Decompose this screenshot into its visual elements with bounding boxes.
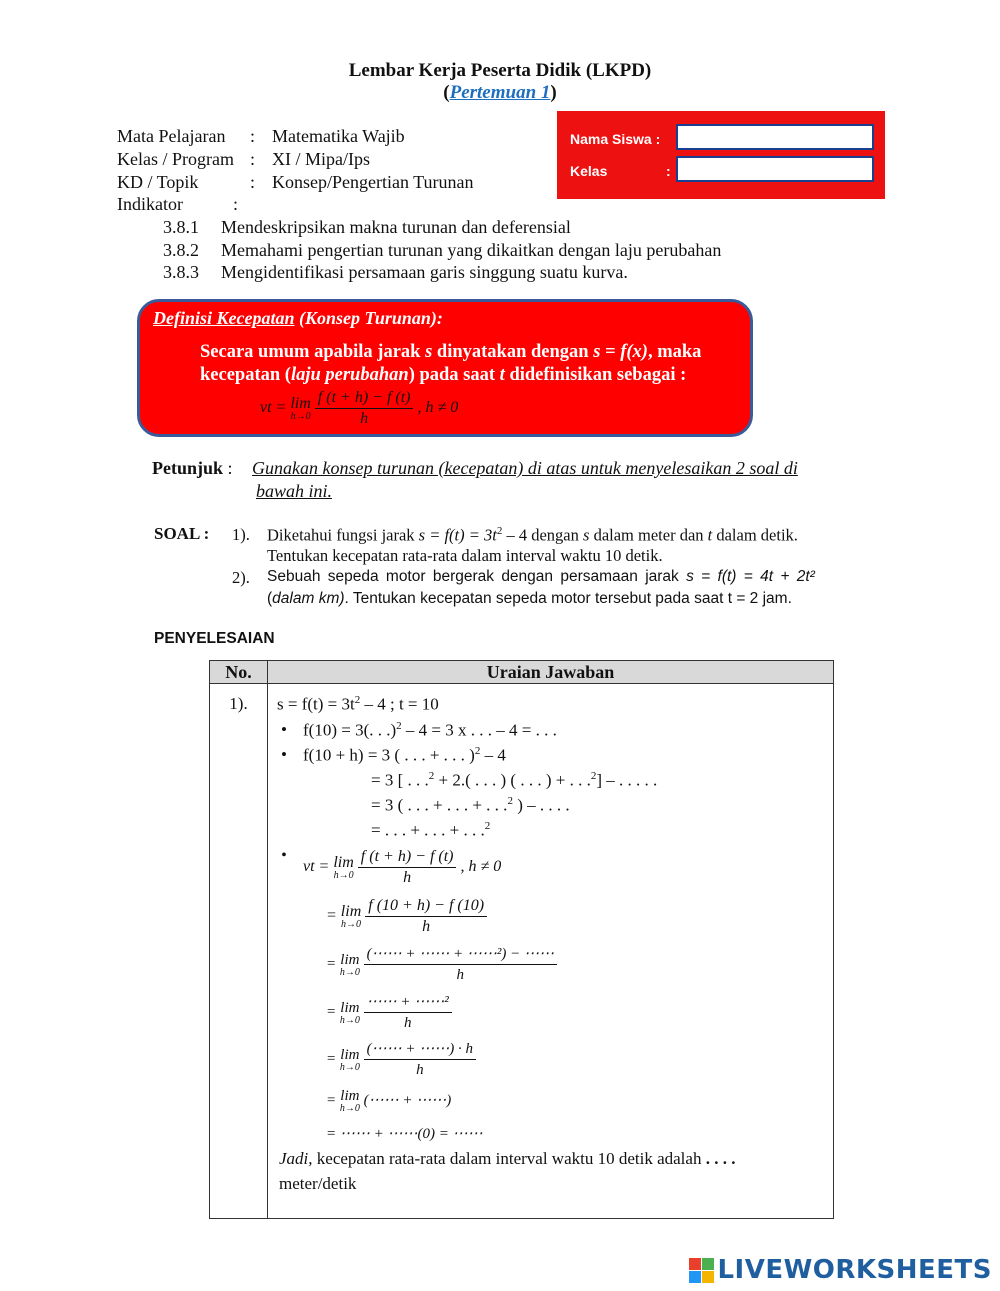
section-heading: PENYELESAIAN bbox=[154, 630, 275, 647]
info-row-kd: KD / Topik : Konsep/Pengertian Turunan bbox=[117, 172, 474, 192]
conclusion-unit: meter/detik bbox=[279, 1174, 357, 1193]
limit-step-5: = lim h→0 $\frac{(\cdots\cdots + \cdots\cdots) \cdot h}{h}$ bbox=[326, 1039, 476, 1080]
page-title: Lembar Kerja Peserta Didik (LKPD) bbox=[348, 60, 652, 81]
indicator-item: 3.8.3 Mengidentifikasi persamaan garis singgung suatu kurva. bbox=[163, 262, 628, 282]
q1-text-2: Tentukan kecepatan rata-rata dalam interval waktu 10 detik. bbox=[267, 546, 663, 565]
indicator-item: 3.8.2 Memahami pengertian turunan yang dikaitkan dengan laju perubahan bbox=[163, 240, 722, 260]
info-row-mapel: Mata Pelajaran : Matematika Wajib bbox=[117, 126, 405, 146]
column-header-no: No. bbox=[210, 661, 268, 684]
student-name-input[interactable] bbox=[676, 124, 874, 150]
answer-line: = 3 ( . . . + . . . + . . .$^2$ ) – . . . . bbox=[371, 795, 570, 815]
student-info-box: Nama Siswa : Kelas : bbox=[557, 111, 885, 199]
limit-step-4: = lim h→0 $\frac{\text{⋯⋯ + ⋯⋯²}}{h}$ bbox=[326, 992, 452, 1033]
logo-blocks-icon bbox=[689, 1258, 714, 1283]
info-row-kelas: Kelas / Program : XI / Mipa/Ips bbox=[117, 149, 370, 169]
limit-step-7: = ⋯⋯ + ⋯⋯(0) = ⋯⋯ bbox=[326, 1126, 483, 1142]
limit-step-3: = lim h→0 $\frac{\text{(⋯⋯ + ⋯⋯ + ⋯⋯²) − ⋯⋯}}{h}$ bbox=[326, 944, 557, 985]
q1-text: Diketahui fungsi jarak $s = f(t) = 3t^2 - 4$ dengan s dalam meter dan t dalam detik. bbox=[267, 525, 798, 545]
limit-step-6: = lim h→0 (⋯⋯ + ⋯⋯) bbox=[326, 1088, 452, 1114]
conclusion-line: Jadi, kecepatan rata-rata dalam interval waktu 10 detik adalah . . . . bbox=[279, 1149, 736, 1168]
q2-text: Sebuah sepeda motor bergerak dengan persamaan jarak s = f(t) = 4t + 2t² bbox=[267, 568, 815, 585]
answer-line: • f(10 + h) = 3 ( . . . + . . . )$^2$ – 4 bbox=[303, 745, 506, 766]
name-label: Nama Siswa : bbox=[570, 131, 661, 147]
student-class-input[interactable] bbox=[676, 156, 874, 182]
answer-table bbox=[209, 660, 834, 1219]
column-header-uraian: Uraian Jawaban bbox=[268, 661, 834, 684]
answer-line: $s = f(t) = 3t^2 - 4$ ; t = 10 bbox=[277, 694, 439, 714]
soal-label: SOAL : bbox=[154, 524, 210, 543]
q2-text-2: (dalam km). Tentukan kecepatan sepeda motor tersebut pada saat t = 2 jam. bbox=[267, 590, 792, 607]
instructions: Petunjuk : Gunakan konsep turunan (kecepatan) di atas untuk menyelesaikan 2 soal di bawah ini. bbox=[152, 458, 798, 501]
definition-line-2: kecepatan (laju perubahan) pada saat t didefinisikan sebagai : bbox=[200, 365, 687, 385]
info-row-indikator: Indikator : bbox=[117, 194, 239, 214]
answer-cell bbox=[268, 684, 834, 1219]
page-subtitle: (Pertemuan 1) bbox=[443, 82, 557, 103]
answer-line: • f(10) = 3(. . .)$^2$ – 4 = 3 x . . . – 4 = . . . bbox=[303, 720, 557, 741]
limit-step-1: • vt = lim h→0 $\frac{f (t + h) - f (t)}{h}$ , h ≠ 0 bbox=[303, 847, 501, 888]
pertemuan-link[interactable]: Pertemuan 1 bbox=[449, 82, 551, 103]
definition-box bbox=[137, 299, 753, 437]
q2-number: 2). bbox=[232, 568, 250, 587]
q1-number: 1). bbox=[232, 525, 250, 544]
row-number: 1). bbox=[210, 684, 268, 1219]
velocity-formula: vt = lim h→0 $\frac{f (t + h) - f (t)}{h}$ , h ≠ 0 bbox=[260, 389, 459, 427]
answer-line: = 3 [ . . .$^2$ + 2.( . . . ) ( . . . ) + . . .$^2$] – . . . . . bbox=[371, 770, 658, 790]
limit-step-2: = lim h→0 $\frac{f (10 + h) - f (10)}{h}$ bbox=[326, 896, 487, 937]
definition-line-1: Secara umum apabila jarak s dinyatakan dengan s = f(x), maka bbox=[200, 342, 702, 362]
class-label: Kelas bbox=[570, 163, 608, 179]
answer-line: = . . . + . . . + . . .$^2$ bbox=[371, 820, 491, 840]
indicator-item: 3.8.1 Mendeskripsikan makna turunan dan deferensial bbox=[163, 217, 571, 237]
definition-title: Definisi Kecepatan (Konsep Turunan): bbox=[153, 308, 443, 328]
liveworksheets-logo: LIVEWORKSHEETS bbox=[689, 1255, 992, 1285]
